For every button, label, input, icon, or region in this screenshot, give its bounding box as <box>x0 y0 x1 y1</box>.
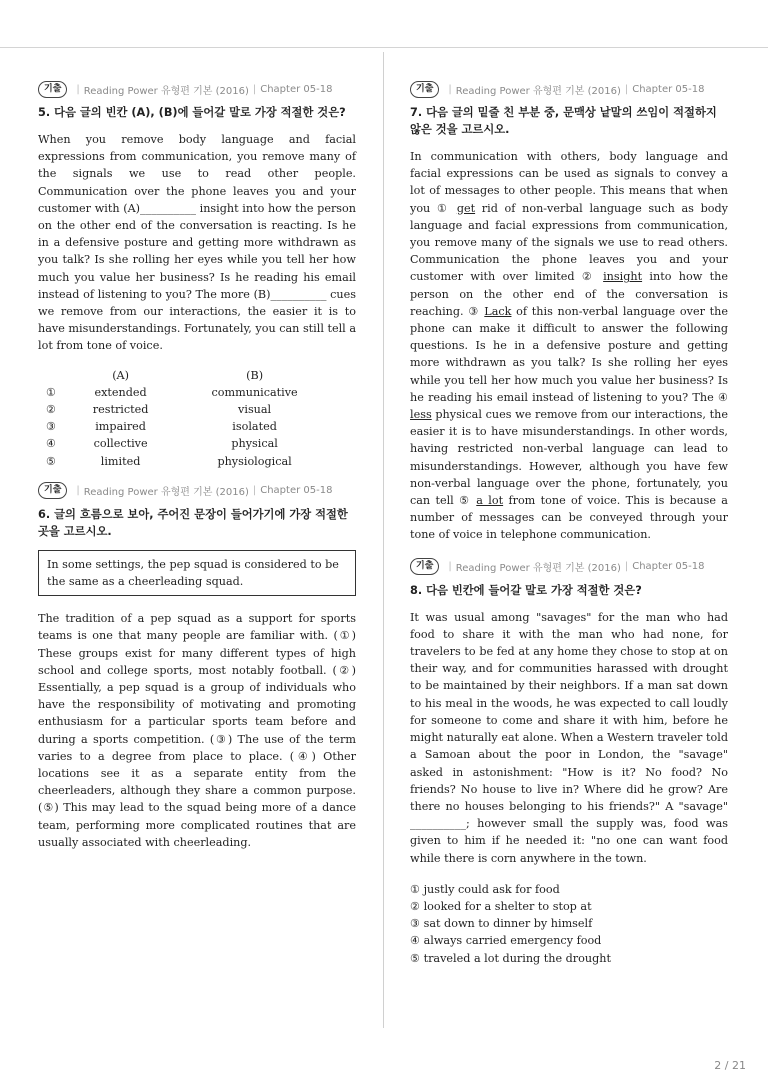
answer-option-2[interactable]: ② looked for a shelter to stop at <box>410 899 592 913</box>
source-label: Reading Power 유형편 기본 (2016) <box>83 487 249 499</box>
separator: | <box>448 83 452 95</box>
source-label: Reading Power 유형편 기본 (2016) <box>83 85 249 97</box>
choice-b: physiological <box>217 454 292 468</box>
separator: | <box>624 561 629 573</box>
column-a-header: (A) <box>112 368 129 382</box>
exam-badge: 기출 <box>38 81 67 98</box>
chapter-label: Chapter 05-18 <box>632 561 705 573</box>
separator: | <box>76 485 80 497</box>
choices-header-row <box>46 367 336 384</box>
separator: | <box>624 83 629 95</box>
exam-badge: 기출 <box>410 558 439 575</box>
choice-number: ③ <box>46 420 57 434</box>
underlined-word-3: Lack <box>484 304 512 318</box>
question-7 <box>410 80 728 544</box>
answer-option-5[interactable]: ⑤ traveled a lot during the drought <box>410 951 611 965</box>
answer-options <box>410 881 728 967</box>
underlined-word-5: a lot <box>476 494 504 508</box>
choice-a: extended <box>94 385 147 399</box>
choice-row-4[interactable] <box>46 435 336 452</box>
choice-row-3[interactable] <box>46 418 336 435</box>
question-title: 7. 다음 글의 밑줄 친 부분 중, 문맥상 낱말의 쓰임이 적절하지 않은 것을 고르시오. <box>410 106 717 136</box>
question-tagline <box>410 80 728 98</box>
question-title: 8. 다음 빈칸에 들어갈 말로 가장 적절한 것은? <box>410 583 642 597</box>
passage-text: In communication with others, body language and facial expressions can be used as signals to convey a lot of messages to other people. This means that when you ① <box>410 150 728 215</box>
question-title: 6. 글의 흐름으로 보아, 주어진 문장이 들어가기에 가장 적절한 곳을 고르시오. <box>38 507 348 538</box>
choice-a: restricted <box>92 403 149 417</box>
choices-table <box>46 367 336 470</box>
passage-text: physical cues we remove from our interactions, the easier it is to have misunderstandings. In other words, having restricted non-verbal language can lead to misunderstandings. However, although you have few non-verbal language over the phone, fortunately, you can tell ⑤ <box>410 408 728 508</box>
answer-option-4[interactable]: ④ always carried emergency food <box>410 934 602 948</box>
column-b-header: (B) <box>246 368 264 382</box>
question-passage: It was usual among "savages" for the man who had food to share it with the man who had none, for travelers to be fed at any home they chose to stop at on their way, and for communities harassed with drought to be maintained by their neighbors. If a man sat down to his meal in the woods, he was expected to call loudly for someone to come and share it with him, before he might naturally eat alone. When a Western traveler told a Samoan about the poor in London, the "savage" asked in astonishment: "How is it? No food? No friends? No house to live in? Where did he grow? Are there no houses belonging to his friends?" A "savage" __________; however small the supply was, food was given to him if he needed it: "no one can want food while there is corn anywhere in the town. <box>410 610 728 865</box>
exam-badge: 기출 <box>410 81 439 98</box>
choice-b: communicative <box>211 385 298 399</box>
separator: | <box>76 83 80 95</box>
exam-badge: 기출 <box>38 482 67 499</box>
right-column <box>410 80 728 967</box>
choice-row-1[interactable] <box>46 384 336 401</box>
separator: | <box>252 83 257 95</box>
underlined-word-1: get <box>456 201 476 215</box>
choice-number: ④ <box>46 437 57 451</box>
chapter-label: Chapter 05-18 <box>260 83 333 95</box>
question-tagline <box>38 482 356 500</box>
choice-number: ② <box>46 403 57 417</box>
question-passage: The tradition of a pep squad as a support for sports teams is one that many people are familiar with. (①) These groups exist for many different types of high school and college sports, most notably football. (②) Essentially, a pep squad is a group of individuals who have the responsibility of motivating and promoting enthusiasm for a particular sports team before and during a sports competition. (③) The use of the term varies to a degree from place to place. (④) Other locations see it as a separate entity from the cheerleaders, although they share a common purpose. (⑤) This may lead to the squad being more of a dance team, performing more complicated routines that are usually associated with cheerleading. <box>38 612 356 849</box>
question-5 <box>38 80 356 470</box>
choice-a: collective <box>93 437 148 451</box>
separator: | <box>252 485 257 497</box>
separator: | <box>448 561 452 573</box>
passage-text: from tone of voice. This is because a number of messages can be conveyed through your tone of voice in telephone communication. <box>410 494 728 542</box>
choice-b: isolated <box>232 420 277 434</box>
choice-number: ⑤ <box>46 454 57 468</box>
choice-a: limited <box>100 454 141 468</box>
question-passage <box>410 148 728 544</box>
passage-text: of this non-verbal language over the phone can make it difficult to answer the following questions. Is he in a defensive posture and getting more withdrawn as you talk? Is she rolling her eyes while you tell her how much you value her business? Is he reading his email instead of listening to you? The ④ <box>410 304 728 404</box>
answer-option-3[interactable]: ③ sat down to dinner by himself <box>410 917 593 931</box>
choice-b: visual <box>238 403 272 417</box>
question-8 <box>410 558 728 967</box>
question-passage: When you remove body language and facial expressions from communication, you remove many of the signals we use to read other people. Communication over the phone leaves you and your customer with (A)__________ insight into how the person on the other end of the conversation is reacting. Is he in a defensive posture and getting more withdrawn as you talk? Is she rolling her eyes while you tell her how much you value her business? Is he reading his email instead of listening to you? The more (B)__________ cues we remove from our interactions, the easier it is to have misunderstandings. Fortunately, you can still tell a lot from tone of voice. <box>38 133 356 353</box>
underlined-word-4: less <box>410 408 432 422</box>
column-divider <box>383 52 384 1028</box>
underlined-word-2: insight <box>603 270 643 284</box>
question-6 <box>38 482 356 851</box>
chapter-label: Chapter 05-18 <box>260 485 333 497</box>
passage-text: rid of non-verbal language such as body language and facial expressions from communication, you remove many of the signals we use to read others. Communication the phone leaves you and your customer with over limited ② <box>410 201 728 284</box>
choice-row-2[interactable] <box>46 401 336 418</box>
choice-row-5[interactable] <box>46 453 336 470</box>
question-tagline <box>410 558 728 576</box>
source-label: Reading Power 유형편 기본 (2016) <box>455 563 621 575</box>
passage-text: into how the person on the other end of the conversation is reaching. ③ <box>410 270 728 318</box>
question-title: 5. 다음 글의 빈칸 (A), (B)에 들어갈 말로 가장 적절한 것은? <box>38 106 346 119</box>
left-column <box>38 80 356 851</box>
answer-option-1[interactable]: ① justly could ask for food <box>410 882 560 896</box>
chapter-label: Chapter 05-18 <box>632 83 705 95</box>
choice-b: physical <box>231 437 278 451</box>
source-label: Reading Power 유형편 기본 (2016) <box>455 85 621 97</box>
top-rule <box>0 47 768 48</box>
question-tagline <box>38 80 356 98</box>
choice-number: ① <box>46 385 57 399</box>
choice-a: impaired <box>95 420 146 434</box>
given-sentence-box: In some settings, the pep squad is considered to be the same as a cheerleading squad. <box>38 550 356 596</box>
page-number: 2 / 21 <box>714 1059 746 1072</box>
